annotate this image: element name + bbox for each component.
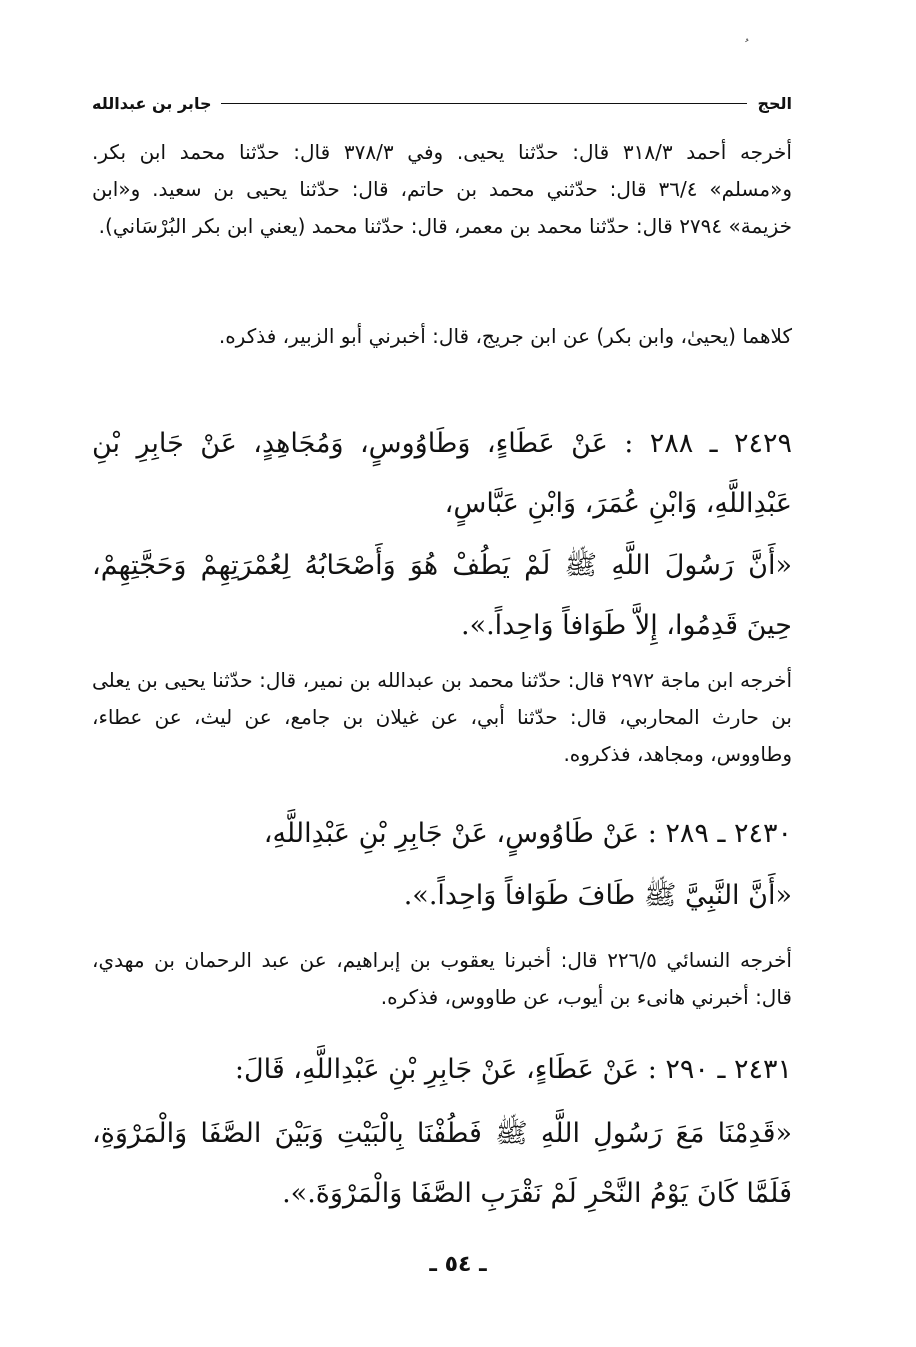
hadith-288-isnad: ٢٤٢٩ ـ ٢٨٨ : عَنْ عَطَاءٍ، وَطَاوُوسٍ، وَمُجَاهِدٍ، عَنْ جَابِرِ بْنِ عَبْدِاللَّهِ، وَابْنِ عُمَرَ، وَابْنِ عَبَّاسٍ،: [92, 428, 793, 519]
hadith-290-isnad: ٢٤٣١ ـ ٢٩٠ : عَنْ عَطَاءٍ، عَنْ جَابِرِ بْنِ عَبْدِاللَّهِ، قَالَ:: [234, 1054, 792, 1085]
page-number: ـ ٥٤ ـ: [429, 1252, 487, 1277]
margin-mark: ﹸ: [745, 38, 749, 52]
footnote-takhrij-1: أخرجه أحمد ٣١٨/٣ قال: حدّثنا يحيى. وفي ٣٧٨/٣ قال: حدّثنا محمد ابن بكر. و«مسلم» ٣٦/٤ قال: حدّثني محمد بن حاتم، قال: حدّثنا يحيى بن سعيد. و«ابن خزيمة» ٢٧٩٤ قال: حدّثنا محمد بن معمر، قال: حدّثنا محمد (يعني ابن بكر البُرْسَاني).: [92, 140, 792, 238]
running-header: [92, 90, 792, 116]
footnote-takhrij-2: كلاهما (يحيىٰ، وابن بكر) عن ابن جريج، قال: أخبرني أبو الزبير، فذكره.: [218, 324, 792, 348]
header-rule: [221, 103, 747, 104]
hadith-288-matn: «أَنَّ رَسُولَ اللَّهِ ﷺ لَمْ يَطُفْ هُوَ وَأَصْحَابُهُ لِعُمْرَتِهِمْ وَحَجَّتِهِمْ، حِينَ قَدِمُوا، إِلاَّ طَوَافاً وَاحِداً.».: [92, 550, 792, 641]
hadith-289-isnad: ٢٤٣٠ ـ ٢٨٩ : عَنْ طَاوُوسٍ، عَنْ جَابِرِ بْنِ عَبْدِاللَّهِ،: [263, 818, 792, 849]
header-chapter-title: الحج: [757, 93, 792, 113]
hadith-290-matn: «قَدِمْنَا مَعَ رَسُولِ اللَّهِ ﷺ فَطُفْنَا بِالْبَيْتِ وَبَيْنَ الصَّفَا وَالْمَرْوَةِ، فَلَمَّا كَانَ يَوْمُ النَّحْرِ لَمْ نَقْرَبِ الصَّفَا وَالْمَرْوَةَ.».: [92, 1118, 792, 1209]
footnote-takhrij-3: أخرجه ابن ماجة ٢٩٧٢ قال: حدّثنا محمد بن عبدالله بن نمير، قال: حدّثنا يحيى بن يعلى بن حارث المحاربي، قال: حدّثنا أبي، عن غيلان بن جامع، عن ليث، عن عطاء، وطاووس، ومجاهد، فذكروه.: [92, 668, 793, 766]
footnote-takhrij-4: أخرجه النسائي ٢٢٦/٥ قال: أخبرنا يعقوب بن إبراهيم، عن عبد الرحمان بن مهدي، قال: أخبرني هانىء بن أيوب، عن طاووس، فذكره.: [92, 948, 792, 1009]
hadith-289-matn: «أَنَّ النَّبِيَّ ﷺ طَافَ طَوَافاً وَاحِداً.».: [403, 880, 792, 911]
header-section-title: جابر بن عبدالله: [92, 93, 212, 113]
